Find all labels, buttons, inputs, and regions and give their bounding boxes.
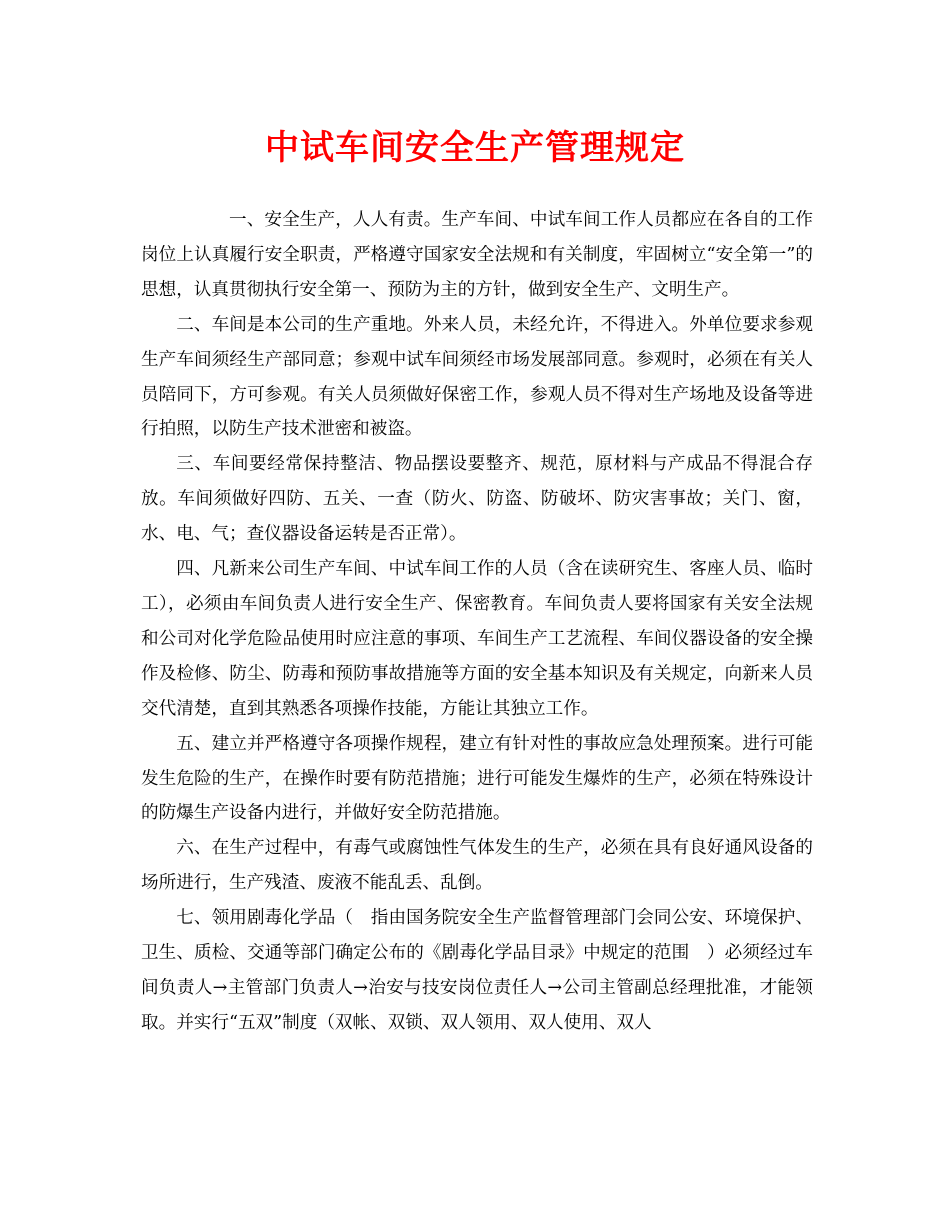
paragraph-1: 一、安全生产，人人有责。生产车间、中试车间工作人员都应在各自的工作岗位上认真履行安全职责，严格遵守国家安全法规和有关制度，牢固树立“安全第一”的思想，认真贯彻执行安全第一、预防为主的方针，做到安全生产、文明生产。 — [141, 210, 813, 300]
paragraph-7: 七、领用剧毒化学品（ 指由国务院安全生产监督管理部门会同公安、环境保护、卫生、质检、交通等部门确定公布的《剧毒化学品目录》中规定的范围 ）必须经过车间负责人→主管部门负责人→治安与技安岗位责任人→公司主管副总经理批准，才能领取。并实行“五双”制度（双帐、双锁、双人领用、双人使用、双人 — [141, 908, 813, 1033]
paragraph-2: 二、车间是本公司的生产重地。外来人员，未经允许，不得进入。外单位要求参观生产车间须经生产部同意；参观中试车间须经市场发展部同意。参观时，必须在有关人员陪同下，方可参观。有关人员须做好保密工作，参观人员不得对生产场地及设备等进行拍照，以防生产技术泄密和被盗。 — [141, 314, 813, 440]
document-title: 中试车间安全生产管理规定 — [265, 128, 685, 168]
paragraph-5: 五、建立并严格遵守各项操作规程，建立有针对性的事故应急处理预案。进行可能发生危险的生产，在操作时要有防范措施；进行可能发生爆炸的生产，必须在特殊设计的防爆生产设备内进行，并做好安全防范措施。 — [141, 733, 813, 824]
paragraph-4: 四、凡新来公司生产车间、中试车间工作的人员（含在读研究生、客座人员、临时工），必须由车间负责人进行安全生产、保密教育。车间负责人要将国家有关安全法规和公司对化学危险品使用时应注意的事项、车间生产工艺流程、车间仪器设备的安全操作及检修、防尘、防毒和预防事故措施等方面的安全基本知识及有关规定，向新来人员交代清楚，直到其熟悉各项操作技能，方能让其独立工作。 — [141, 559, 813, 719]
paragraph-6: 六、在生产过程中，有毒气或腐蚀性气体发生的生产，必须在具有良好通风设备的场所进行，生产残渣、废液不能乱丢、乱倒。 — [141, 838, 813, 894]
document-body — [141, 203, 813, 1041]
paragraph-3: 三、车间要经常保持整洁、物品摆设要整齐、规范，原材料与产成品不得混合存放。车间须做好四防、五关、一查（防火、防盗、防破坏、防灾害事故；关门、窗，水、电、气；查仪器设备运转是否正常）。 — [141, 454, 813, 545]
